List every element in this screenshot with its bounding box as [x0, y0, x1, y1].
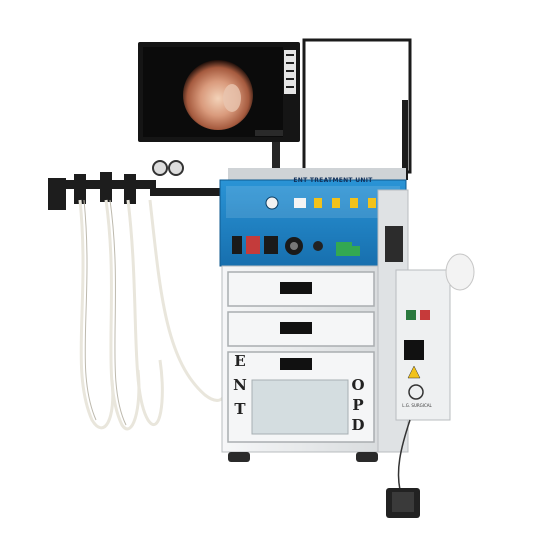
right-side-letter-d: D — [351, 416, 365, 434]
xray-viewer-frame — [304, 40, 410, 172]
left-side-letter-t: T — [234, 400, 246, 418]
panel-title: ENT TREATMENT UNIT — [293, 177, 373, 184]
ear-canal-image — [183, 60, 253, 130]
side-unit — [396, 254, 474, 420]
right-side-letter-o: O — [351, 376, 365, 394]
brand-text: L.G. SURGICAL — [402, 403, 432, 408]
left-side-letter-e: E — [234, 352, 246, 370]
right-side-letter-p: P — [352, 396, 364, 414]
monitor — [138, 42, 300, 178]
instrument-cables — [80, 200, 226, 429]
left-side-letter-n: N — [233, 376, 247, 394]
glass-compartment — [252, 380, 348, 434]
instrument-arm — [48, 161, 230, 210]
wheels — [228, 452, 378, 462]
